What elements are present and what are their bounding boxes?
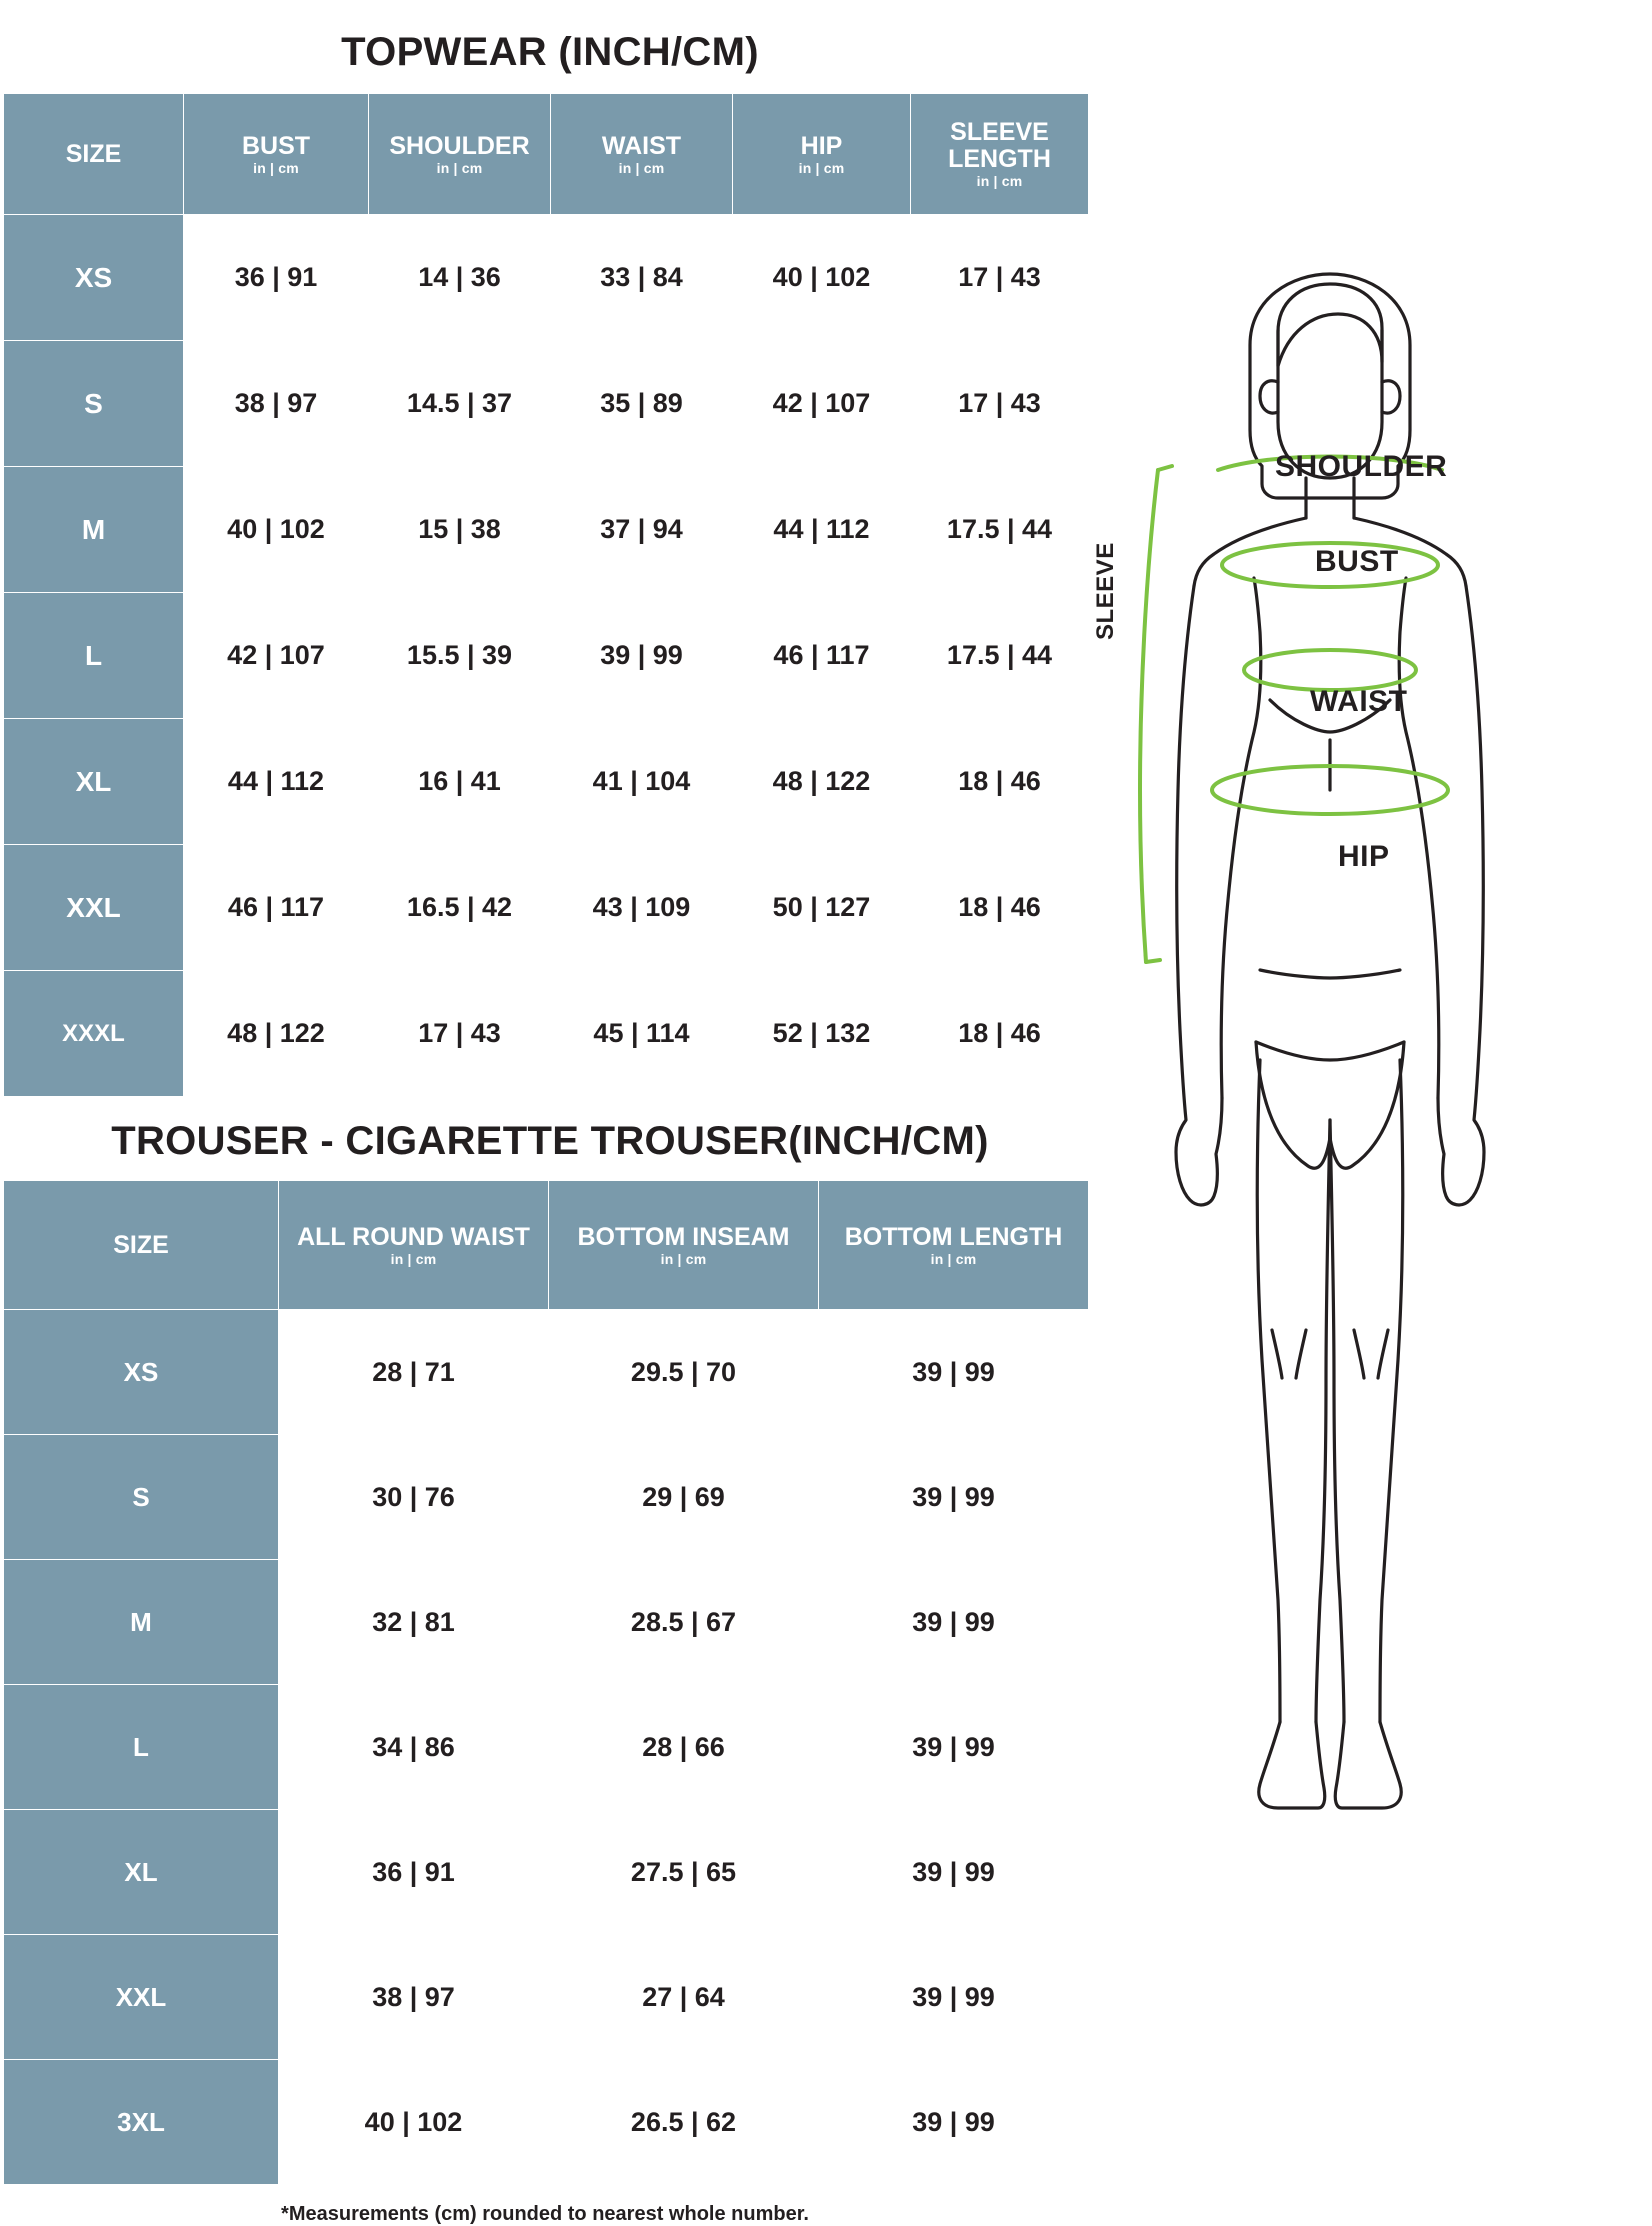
cell-sleeve-length: 18 | 46 (911, 719, 1089, 845)
cell-shoulder: 14 | 36 (369, 215, 551, 341)
cell-hip: 48 | 122 (733, 719, 911, 845)
cell-all-round-waist: 32 | 81 (279, 1560, 549, 1685)
table-row (4, 2060, 1089, 2185)
cell-hip: 52 | 132 (733, 971, 911, 1097)
cell-bottom-inseam: 26.5 | 62 (549, 2060, 819, 2185)
table-row (4, 215, 1089, 341)
column-header-waist: WAIST in | cm (551, 94, 733, 215)
column-header-shoulder: SHOULDER in | cm (369, 94, 551, 215)
cell-all-round-waist: 38 | 97 (279, 1935, 549, 2060)
cell-waist: 41 | 104 (551, 719, 733, 845)
cell-bottom-length: 39 | 99 (819, 2060, 1089, 2185)
column-header-size: SIZE (4, 1181, 279, 1310)
cell-hip: 44 | 112 (733, 467, 911, 593)
cell-shoulder: 15 | 38 (369, 467, 551, 593)
row-size-label: XXL (4, 845, 184, 971)
row-size-label: M (4, 1560, 279, 1685)
row-size-label: XXL (4, 1935, 279, 2060)
cell-shoulder: 15.5 | 39 (369, 593, 551, 719)
cell-shoulder: 16.5 | 42 (369, 845, 551, 971)
table-row (4, 1435, 1089, 1560)
cell-waist: 43 | 109 (551, 845, 733, 971)
cell-bottom-length: 39 | 99 (819, 1935, 1089, 2060)
cell-all-round-waist: 36 | 91 (279, 1810, 549, 1935)
column-header-bottom-inseam: BOTTOM INSEAM in | cm (549, 1181, 819, 1310)
row-size-label: XS (4, 1310, 279, 1435)
cell-all-round-waist: 34 | 86 (279, 1685, 549, 1810)
cell-sleeve-length: 17.5 | 44 (911, 593, 1089, 719)
column-header-bust: BUST in | cm (184, 94, 369, 215)
column-header-all-round-waist: ALL ROUND WAIST in | cm (279, 1181, 549, 1310)
cell-waist: 45 | 114 (551, 971, 733, 1097)
row-size-label: L (4, 1685, 279, 1810)
table-row (4, 341, 1089, 467)
table-row (4, 1560, 1089, 1685)
cell-bottom-inseam: 27.5 | 65 (549, 1810, 819, 1935)
row-size-label: S (4, 341, 184, 467)
row-size-label: XXXL (4, 971, 184, 1097)
table-header-row (4, 1181, 1089, 1310)
cell-bottom-length: 39 | 99 (819, 1310, 1089, 1435)
cell-bottom-inseam: 29 | 69 (549, 1435, 819, 1560)
female-body-diagram (1110, 270, 1640, 1950)
cell-sleeve-length: 18 | 46 (911, 971, 1089, 1097)
figure-label-sleeve: SLEEVE (1092, 542, 1119, 640)
figure-label-bust: BUST (1315, 545, 1399, 578)
figure-label-hip: HIP (1338, 840, 1390, 873)
cell-waist: 39 | 99 (551, 593, 733, 719)
cell-shoulder: 14.5 | 37 (369, 341, 551, 467)
trouser-title: TROUSER - CIGARETTE TROUSER(INCH/CM) (111, 1119, 989, 1163)
cell-bust: 40 | 102 (184, 467, 369, 593)
cell-bottom-length: 39 | 99 (819, 1810, 1089, 1935)
trouser-table (3, 1180, 1089, 2185)
cell-all-round-waist: 28 | 71 (279, 1310, 549, 1435)
cell-bottom-length: 39 | 99 (819, 1560, 1089, 1685)
cell-bust: 42 | 107 (184, 593, 369, 719)
cell-bottom-inseam: 27 | 64 (549, 1935, 819, 2060)
cell-bottom-length: 39 | 99 (819, 1435, 1089, 1560)
cell-bottom-length: 39 | 99 (819, 1685, 1089, 1810)
column-header-sleeve-length: SLEEVE LENGTH in | cm (911, 94, 1089, 215)
cell-hip: 42 | 107 (733, 341, 911, 467)
figure-label-shoulder: SHOULDER (1275, 450, 1448, 483)
table-row (4, 719, 1089, 845)
cell-bottom-inseam: 28.5 | 67 (549, 1560, 819, 1685)
cell-bottom-inseam: 29.5 | 70 (549, 1310, 819, 1435)
cell-sleeve-length: 17 | 43 (911, 341, 1089, 467)
cell-shoulder: 16 | 41 (369, 719, 551, 845)
body-measurement-figure (1092, 270, 1640, 1950)
table-header-row (4, 94, 1089, 215)
cell-hip: 50 | 127 (733, 845, 911, 971)
measurement-footnote: *Measurements (cm) rounded to nearest whole number. (281, 2203, 809, 2225)
row-size-label: M (4, 467, 184, 593)
cell-bust: 46 | 117 (184, 845, 369, 971)
row-size-label: XL (4, 1810, 279, 1935)
cell-bust: 44 | 112 (184, 719, 369, 845)
cell-shoulder: 17 | 43 (369, 971, 551, 1097)
cell-sleeve-length: 17.5 | 44 (911, 467, 1089, 593)
cell-bust: 48 | 122 (184, 971, 369, 1097)
column-header-hip: HIP in | cm (733, 94, 911, 215)
topwear-table (3, 93, 1089, 1097)
row-size-label: XL (4, 719, 184, 845)
row-size-label: 3XL (4, 2060, 279, 2185)
column-header-size: SIZE (4, 94, 184, 215)
table-row (4, 467, 1089, 593)
row-size-label: S (4, 1435, 279, 1560)
cell-bust: 38 | 97 (184, 341, 369, 467)
cell-waist: 35 | 89 (551, 341, 733, 467)
figure-label-waist: WAIST (1310, 685, 1408, 718)
cell-sleeve-length: 18 | 46 (911, 845, 1089, 971)
table-row (4, 1810, 1089, 1935)
cell-waist: 33 | 84 (551, 215, 733, 341)
topwear-title: TOPWEAR (INCH/CM) (341, 30, 759, 74)
table-row (4, 1310, 1089, 1435)
cell-sleeve-length: 17 | 43 (911, 215, 1089, 341)
row-size-label: L (4, 593, 184, 719)
table-row (4, 1935, 1089, 2060)
row-size-label: XS (4, 215, 184, 341)
cell-waist: 37 | 94 (551, 467, 733, 593)
table-row (4, 845, 1089, 971)
table-row (4, 593, 1089, 719)
cell-all-round-waist: 40 | 102 (279, 2060, 549, 2185)
cell-bust: 36 | 91 (184, 215, 369, 341)
cell-hip: 46 | 117 (733, 593, 911, 719)
table-row (4, 971, 1089, 1097)
table-row (4, 1685, 1089, 1810)
cell-hip: 40 | 102 (733, 215, 911, 341)
cell-bottom-inseam: 28 | 66 (549, 1685, 819, 1810)
column-header-bottom-length: BOTTOM LENGTH in | cm (819, 1181, 1089, 1310)
cell-all-round-waist: 30 | 76 (279, 1435, 549, 1560)
